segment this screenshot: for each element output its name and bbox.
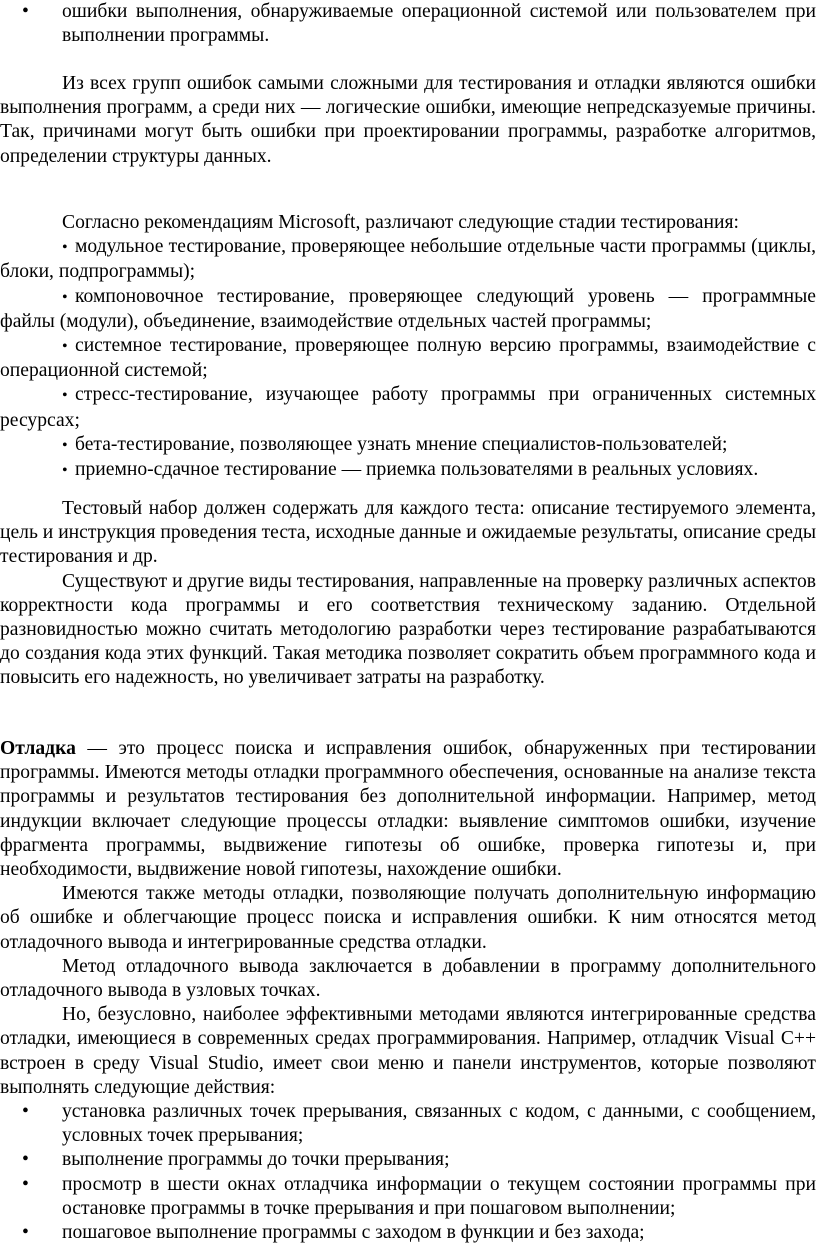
paragraph-ms-stages: Согласно рекомендациям Microsoft, различают следующие стадии тестирования: • модульное тестирование, проверяющее небольшие отдельные части программы (циклы, блоки, подпрограммы); • компоновочное тестирование, проверяющее следующий уровень — программные файлы (модули), объединение, взаимодействие отдельных частей программы; • системное тестирование, проверяющее полную версию программы, взаимодействие с операционной системой; • стресс-тестирование, изучающее работу программы при ограниченных системных ресурсах; • бета-тестирование, позволяющее узнать мнение специалистов-пользователей; • приемно-сдачное тестирование — приемка пользователями в реальных условиях.	[0, 211, 816, 483]
bullet-icon: •	[22, 1222, 29, 1244]
list-item: • бета-тестирование, позволяющее узнать мнение специалистов-пользователей;	[0, 433, 816, 458]
debug-definition: Отладка — это процесс поиска и исправления ошибок, обнаруженных при тестировании программы. Имеются методы отладки программного обеспечения, основанные на анализе текста программы и результатов тестирования без дополнительной информации. Например, метод индукции включает следующие процессы отладки: выявление симптомов ошибки, изучение фрагмента программы, выдвижение гипотезы об ошибке, проверка гипотезы и, при необходимости, выдвижение новой гипотезы, нахождение ошибки.	[0, 738, 816, 881]
bullet-icon: •	[62, 239, 68, 257]
bullet-icon: •	[62, 387, 68, 405]
bullet-icon: •	[22, 1, 29, 22]
bullet-icon: •	[62, 462, 68, 480]
list-item: • системное тестирование, проверяющее полную версию программы, взаимодействие с операционной системой;	[0, 335, 816, 382]
stages-list	[0, 235, 816, 483]
list-item: • выполнение программы до точки прерывания;	[0, 1148, 816, 1172]
paragraph-errors: Из всех групп ошибок самыми сложными для тестирования и отладки являются ошибки выполнения программ, а среди них — логические ошибки, имеющие непредсказуемые причины. Так, причинами могут быть ошибки при проектировании программы, разработке алгоритмов, определении структуры данных.	[0, 73, 816, 167]
list-item: • просмотр в шести окнах отладчика информации о текущем состоянии программы при остановке программы в точке прерывания и при пошаговом выполнении;	[22, 1173, 816, 1219]
debug-term: Отладка	[0, 738, 76, 759]
list-item: • модульное тестирование, проверяющее небольшие отдельные части программы (циклы, блоки, подпрограммы);	[0, 236, 816, 283]
list-item: • установка различных точек прерывания, связанных с кодом, с данными, с сообщением, условных точек прерывания;	[22, 1101, 816, 1147]
bullet-icon: •	[22, 1173, 29, 1195]
bullet-icon: •	[62, 288, 68, 306]
section-debugging: Отладка — это процесс поиска и исправления ошибок, обнаруженных при тестировании программы. Имеются методы отладки программного обеспечения, основанные на анализе текста программы и результатов тестирования без дополнительной информации. Например, метод индукции включает следующие процессы отладки: выявление симптомов ошибки, изучение фрагмента программы, выдвижение гипотезы об ошибке, проверка гипотезы и, при необходимости, выдвижение новой гипотезы, нахождение ошибки. Имеются также методы отладки, позволяющие получать дополнительную информацию об ошибке и облегчающие процесс поиска и исправления ошибки. К ним относятся метод отладочного вывода и интегрированные средства отладки. Метод отладочного вывода заключается в добавлении в программу дополнительного отладочного вывода в узловых точках. Но, безусловно, наиболее эффективными методами являются интегрированные средства отладки, имеющиеся в современных средах программирования. Например, отладчик Visual C++ встроен в среду Visual Studio, имеет свои меню и панели инструментов, которые позволяют выполнять следующие действия: • установка различных точек прерывания, связанных с кодом, с данными, с сообщением, условных точек прерывания; • выполнение программы до точки прерывания; • просмотр в шести окнах отладчика информации о текущем состоянии программы при остановке программы в точке прерывания и при пошаговом выполнении; • пошаговое выполнение программы с заходом в функции и без захода;	[0, 737, 816, 1245]
list-item: • ошибки выполнения, обнаруживаемые операционной системой или пользователем при выполнении программы.	[22, 1, 816, 47]
list-item: • пошаговое выполнение программы с заходом в функции и без захода;	[0, 1221, 816, 1245]
list-item: • приемно-сдачное тестирование — приемка пользователями в реальных условиях.	[0, 458, 816, 483]
list-item: • стресс-тестирование, изучающее работу программы при ограниченных системных ресурсах;	[0, 384, 816, 431]
bullet-icon: •	[22, 1149, 29, 1171]
actions-list	[0, 1100, 816, 1245]
bullet-icon: •	[62, 338, 68, 356]
bullet-icon: •	[22, 1101, 29, 1123]
bullet-icon: •	[62, 436, 68, 454]
paragraph-test-set: Тестовый набор должен содержать для каждого теста: описание тестируемого элемента, цель и инструкция проведения теста, исходные данные и ожидаемые результаты, описание среды тестирования и др. Существуют и другие виды тестирования, направленные на проверку различных аспектов корректности кода программы и его соответствия техническому заданию. Отдельной разновидностью можно считать методологию разработки через тестирование разрабатываются до создания кода этих функций. Такая методика позволяет сократить объем программного кода и повысить его надежность, но увеличивает затраты на разработку.	[0, 498, 816, 689]
top-bullet-list	[0, 0, 816, 48]
list-item: • компоновочное тестирование, проверяющее следующий уровень — программные файлы (модули), объединение, взаимодействие отдельных частей программы;	[0, 285, 816, 332]
